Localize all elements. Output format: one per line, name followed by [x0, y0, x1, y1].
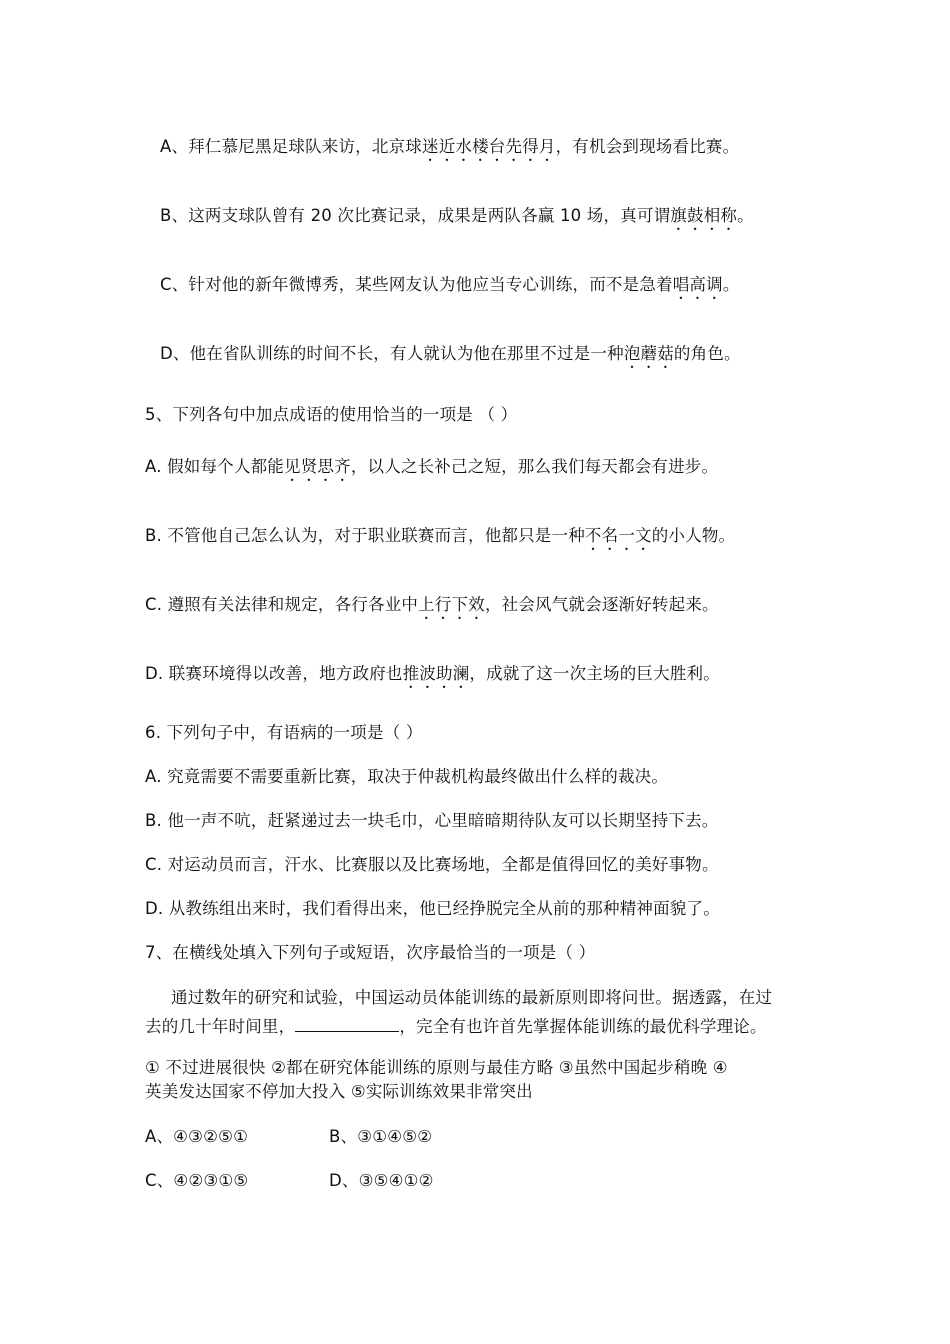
q6-option-a: A. 究竟需要不需要重新比赛，取决于仲裁机构最终做出什么样的裁决。	[145, 767, 669, 786]
q4-d-post: 的角色。	[673, 344, 741, 363]
q7-option-b: B、③①④⑤②	[329, 1127, 433, 1146]
q7-choices-line-1: ① 不过进展很快 ②都在研究体能训练的原则与最佳方略 ③虽然中国起步稍晚 ④	[145, 1058, 728, 1077]
q6-option-d: D. 从教练组出来时，我们看得出来，他已经挣脱完全从前的那种精神面貌了。	[145, 899, 720, 918]
q4-a-pre: A、拜仁慕尼黑足球队来访，北京球	[160, 137, 422, 156]
q5-c-post: ，社会风气就会逐渐好转起来。	[484, 595, 719, 614]
q6-option-b: B. 他一声不吭，赶紧递过去一块毛巾，心里暗暗期待队友可以长期坚持下去。	[145, 811, 719, 830]
q5-stem: 5、下列各句中加点成语的使用恰当的一项是 （ ）	[145, 405, 518, 424]
q5-b-post: 的小人物。	[651, 526, 736, 545]
q4-option-b	[160, 205, 754, 234]
q4-option-a	[160, 136, 739, 165]
q5-c-dotted-idiom: 上行下效	[418, 595, 485, 614]
q5-b-pre: B. 不管他自己怎么认为，对于职业联赛而言，他都只是一种	[145, 526, 585, 545]
q4-d-dotted-idiom: 泡蘑菇	[623, 344, 674, 363]
q6-stem: 6. 下列句子中，有语病的一项是（ ）	[145, 723, 423, 742]
q7-option-d: D、③⑤④①②	[329, 1171, 434, 1190]
q7-choices-line-2: 英美发达国家不停加大投入 ⑤实际训练效果非常突出	[145, 1082, 533, 1101]
q7-option-a: A、④③②⑤①	[145, 1127, 249, 1146]
q6-option-c: C. 对运动员而言，汗水、比赛服以及比赛场地，全都是值得回忆的美好事物。	[145, 855, 719, 874]
q5-option-c	[145, 594, 719, 623]
q7-passage-pre: 去的几十年时间里，	[145, 1017, 296, 1036]
q5-d-pre: D. 联赛环境得以改善，地方政府也	[145, 664, 403, 683]
q7-passage-post: ，完全有也许首先掌握体能训练的最优科学理论。	[399, 1017, 767, 1036]
q4-a-dotted-idiom: 迷近水楼台先得月	[422, 137, 556, 156]
q5-option-a	[145, 456, 718, 485]
q5-option-b	[145, 525, 735, 554]
q5-b-dotted-idiom: 不名一文	[584, 526, 652, 545]
q7-option-c: C、④②③①⑤	[145, 1171, 249, 1190]
q7-stem: 7、在横线处填入下列句子或短语，次序最恰当的一项是（ ）	[145, 943, 596, 962]
q4-b-dotted-idiom: 旗鼓相称	[670, 206, 738, 225]
q5-d-dotted-idiom: 推波助澜	[402, 664, 470, 683]
q4-c-pre: C、针对他的新年微博秀，某些网友认为他应当专心训练，而不是急着	[160, 275, 673, 294]
q4-b-post: 。	[737, 206, 754, 225]
q4-c-post: 。	[722, 275, 740, 294]
q5-a-dotted-idiom: 见贤思齐	[284, 457, 351, 476]
q4-option-d	[160, 343, 741, 372]
q4-a-post: ，有机会到现场看比赛。	[555, 137, 740, 156]
q5-a-post: ，以人之长补己之短，那么我们每天都会有进步。	[350, 457, 719, 476]
q7-passage-line-1: 通过数年的研究和试验，中国运动员体能训练的最新原则即将问世。据透露，在过	[171, 988, 773, 1007]
q4-c-dotted-idiom: 唱高调	[672, 275, 723, 294]
q4-b-pre: B、这两支球队曾有 20 次比赛记录，成果是两队各赢 10 场，真可谓	[160, 206, 671, 225]
q5-c-pre: C. 遵照有关法律和规定，各行各业中	[145, 595, 419, 614]
q5-a-pre: A. 假如每个人都能	[145, 457, 284, 476]
q5-d-post: ，成就了这一次主场的巨大胜利。	[469, 664, 720, 683]
q4-d-pre: D、他在省队训练的时间不长，有人就认为他在那里不过是一种	[160, 344, 624, 363]
fill-in-blank	[295, 1013, 399, 1032]
q4-option-c	[160, 274, 740, 303]
q7-passage-line-2	[145, 1013, 767, 1038]
q5-option-d	[145, 663, 720, 692]
